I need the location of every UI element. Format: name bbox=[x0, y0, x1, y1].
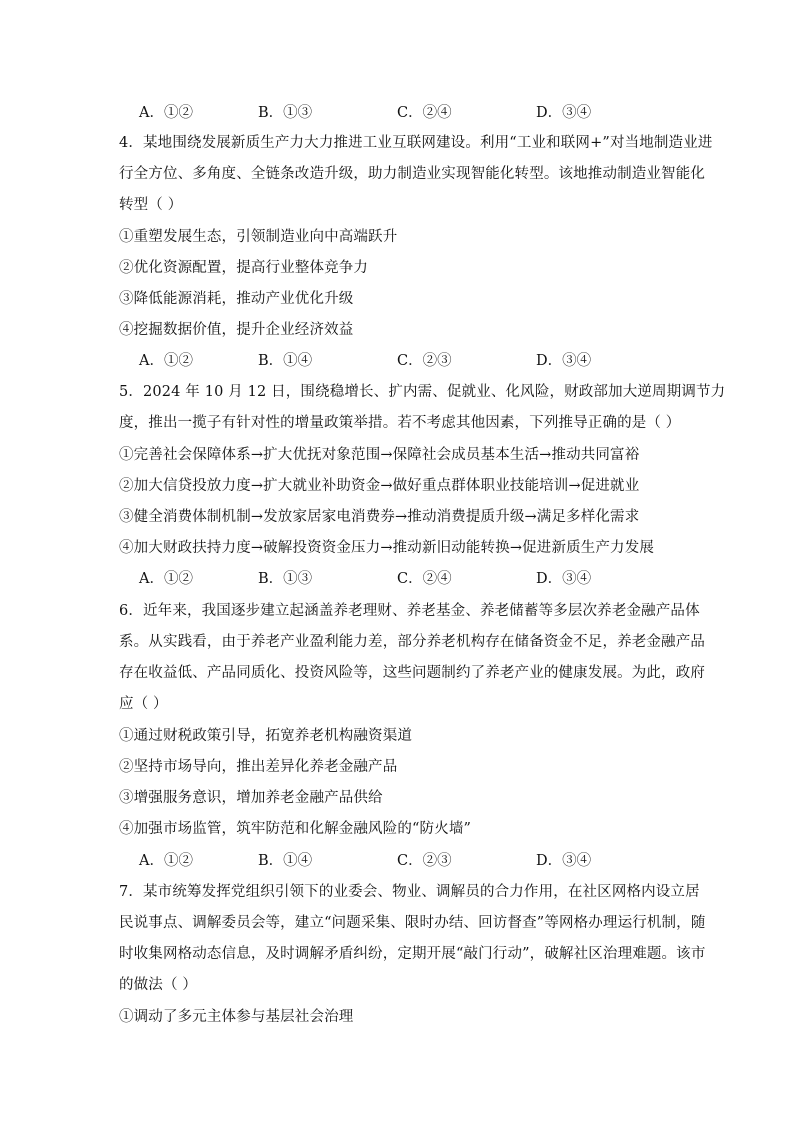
q5-item-3: ③健全消费体制机制→发放家居家电消费券→推动消费提质升级→满足多样化需求 bbox=[119, 509, 640, 525]
option-d[interactable]: D．③④ bbox=[536, 353, 592, 369]
q4-options bbox=[0, 351, 794, 371]
option-c[interactable]: C．②③ bbox=[397, 853, 452, 869]
q7-stem-line-3: 时收集网格动态信息，及时调解矛盾纠纷，定期开展“敲门行动”，破解社区治理难题。该市 bbox=[119, 946, 706, 962]
q4-stem-line-3: 转型（ ） bbox=[119, 197, 183, 213]
q7-stem-line-2: 民说事点、调解委员会等，建立“问题采集、限时办结、回访督查”等网格办理运行机制，随 bbox=[119, 915, 706, 931]
option-d[interactable]: D．③④ bbox=[536, 105, 592, 121]
q6-item-1: ①通过财税政策引导，拓宽养老机构融资渠道 bbox=[119, 728, 412, 744]
q6-options bbox=[0, 851, 794, 871]
q6-stem-line-2: 系。从实践看，由于养老产业盈利能力差，部分养老机构存在储备资金不足，养老金融产品 bbox=[119, 634, 705, 650]
q6-item-4: ④加强市场监管，筑牢防范和化解金融风险的“防火墙” bbox=[119, 821, 472, 837]
q4-stem-line-2: 行全方位、多角度、全链条改造升级，助力制造业实现智能化转型。该地推动制造业智能化 bbox=[119, 166, 705, 182]
q6-item-3: ③增强服务意识，增加养老金融产品供给 bbox=[119, 790, 383, 806]
option-a[interactable]: A．①② bbox=[139, 105, 193, 121]
q6-item-2: ②坚持市场导向，推出差异化养老金融产品 bbox=[119, 759, 398, 775]
q4-item-1: ①重塑发展生态，引领制造业向中高端跃升 bbox=[119, 229, 398, 245]
q5-item-4: ④加大财政扶持力度→破解投资资金压力→推动新旧动能转换→促进新质生产力发展 bbox=[119, 540, 654, 556]
option-c[interactable]: C．②③ bbox=[397, 353, 452, 369]
option-a[interactable]: A．①② bbox=[139, 571, 193, 587]
option-b[interactable]: B．①④ bbox=[258, 853, 313, 869]
q7-stem-line-4: 的做法（ ） bbox=[119, 977, 198, 993]
option-c[interactable]: C．②④ bbox=[397, 571, 452, 587]
option-b[interactable]: B．①③ bbox=[258, 571, 313, 587]
q5-stem-line-2: 度，推出一揽子有针对性的增量政策举措。若不考虑其他因素，下列推导正确的是（ ） bbox=[119, 415, 681, 431]
q4-stem-line-1: 4．某地围绕发展新质生产力大力推进工业互联网建设。利用“工业和联网+”对当地制造业进 bbox=[119, 135, 713, 151]
q6-stem-line-4: 应（ ） bbox=[119, 696, 168, 712]
option-c[interactable]: C．②④ bbox=[397, 105, 452, 121]
q3-options bbox=[0, 103, 794, 123]
option-b[interactable]: B．①③ bbox=[258, 105, 313, 121]
q6-stem-line-3: 存在收益低、产品同质化、投资风险等，这些问题制约了养老产业的健康发展。为此，政府 bbox=[119, 665, 705, 681]
q5-options bbox=[0, 569, 794, 589]
q5-item-2: ②加大信贷投放力度→扩大就业补助资金→做好重点群体职业技能培训→促进就业 bbox=[119, 478, 640, 494]
option-d[interactable]: D．③④ bbox=[536, 571, 592, 587]
option-a[interactable]: A．①② bbox=[139, 853, 193, 869]
q4-item-3: ③降低能源消耗，推动产业优化升级 bbox=[119, 291, 354, 307]
q5-item-1: ①完善社会保障体系→扩大优抚对象范围→保障社会成员基本生活→推动共同富裕 bbox=[119, 447, 640, 463]
q5-stem-line-1: 5．2024 年 10 月 12 日，围绕稳增长、扩内需、促就业、化风险，财政部加大逆周期调节力 bbox=[119, 384, 726, 400]
q6-stem-line-1: 6．近年来，我国逐步建立起涵盖养老理财、养老基金、养老储蓄等多层次养老金融产品体 bbox=[119, 603, 700, 619]
q4-item-2: ②优化资源配置，提高行业整体竞争力 bbox=[119, 260, 369, 276]
option-a[interactable]: A．①② bbox=[139, 353, 193, 369]
q7-stem-line-1: 7．某市统筹发挥党组织引领下的业委会、物业、调解员的合力作用，在社区网格内设立居 bbox=[119, 884, 700, 900]
q4-item-4: ④挖掘数据价值，提升企业经济效益 bbox=[119, 322, 354, 338]
option-b[interactable]: B．①④ bbox=[258, 353, 313, 369]
option-d[interactable]: D．③④ bbox=[536, 853, 592, 869]
q7-item-1: ①调动了多元主体参与基层社会治理 bbox=[119, 1009, 354, 1025]
